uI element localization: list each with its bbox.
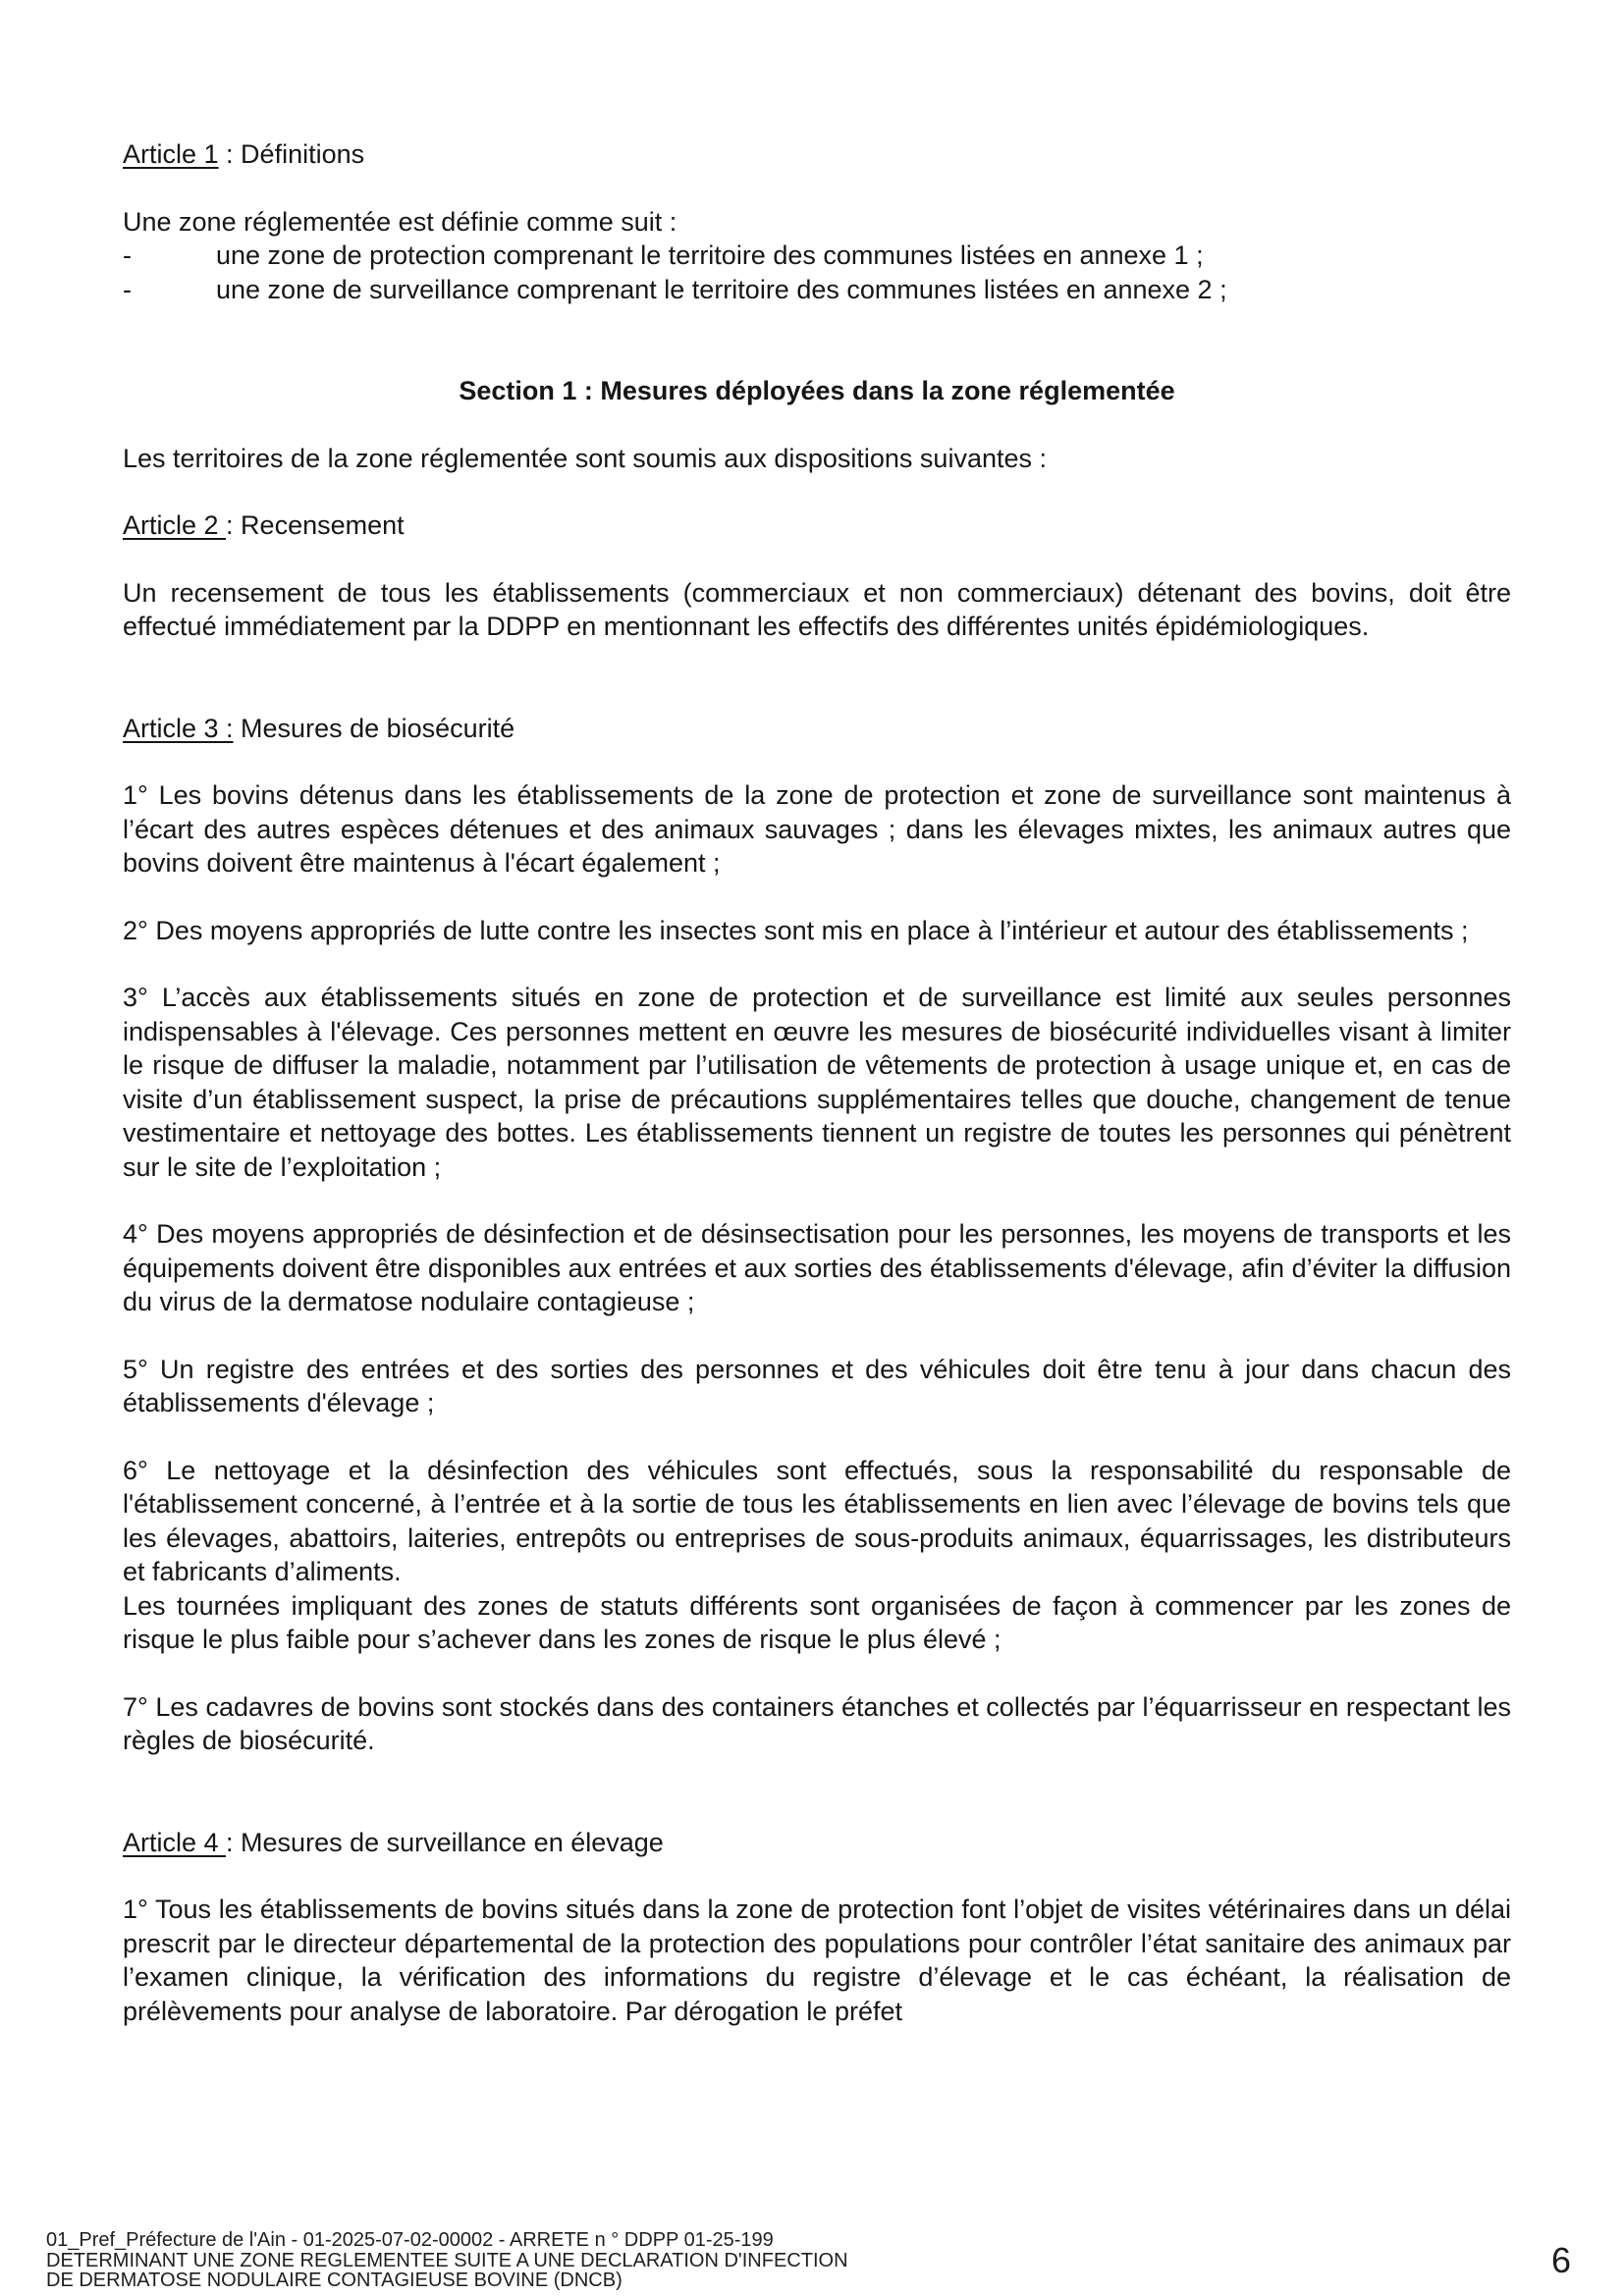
- article-3-paragraph-3: 3° L’accès aux établissements situés en zone de protection et de surveillance est limité aux seules personnes indispensables à l'élevage. Ces personnes mettent en œuvre les mesures de biosécurité individuelles visant à limiter le risque de diffuser la maladie, notamment par l’utilisation de vêtements de protection à usage unique et, en cas de visite d’un établissement suspect, la prise de précautions supplémentaires telles que douche, changement de tenue vestimentaire et nettoyage des bottes. Les établissements tiennent un registre de toutes les personnes qui pénètrent sur le site de l’exploitation ;: [123, 983, 1511, 1182]
- article-3-paragraph-1: 1° Les bovins détenus dans les établissements de la zone de protection et zone de surveillance sont maintenus à l’écart des autres espèces détenues et des animaux sauvages ; dans les élevages mixtes, les animaux autres que bovins doivent être maintenus à l'écart également ;: [123, 780, 1511, 878]
- article-1-title: : Définitions: [218, 139, 365, 169]
- article-3-paragraph-4: 4° Des moyens appropriés de désinfection et de désinsectisation pour les personnes, les moyens de transports et les équipements doivent être disponibles aux entrées et aux sorties des établissements d'élevage, afin d’éviter la diffusion du virus de la dermatose nodulaire contagieuse ;: [123, 1219, 1511, 1316]
- article-2-label: Article 2: [123, 510, 227, 540]
- article-3-label: Article 3 :: [123, 713, 234, 743]
- article-4-text: 1° Tous les établissements de bovins situés dans la zone de protection font l’objet de visites vétérinaires dans un délai prescrit par le directeur départemental de la protection des populations pour contrôler l’état sanitaire des animaux par l’examen clinique, la vérification des informations du registre d’élevage et le cas échéant, la réalisation de prélèvements pour analyse de laboratoire. Par dérogation le préfet: [123, 1895, 1511, 2026]
- section-1-title: Section 1 : Mesures déployées dans la zone réglementée: [459, 376, 1175, 405]
- article-4-heading: [123, 1826, 1511, 1860]
- zone-list-item: [123, 239, 1511, 273]
- footer-line: DETERMINANT UNE ZONE REGLEMENTEE SUITE A UNE DECLARATION D'INFECTION: [46, 2249, 848, 2271]
- article-3-paragraph-5: 5° Un registre des entrées et des sorties des personnes et des véhicules doit être tenu à jour dans chacun des établissements d'élevage ;: [123, 1354, 1511, 1417]
- zone-list-text: une zone de protection comprenant le territoire des communes listées en annexe 1 ;: [216, 240, 1204, 270]
- document-footer: [46, 2230, 1067, 2296]
- article-4-label: Article 4: [123, 1827, 227, 1857]
- article-1-label: Article 1: [123, 139, 219, 169]
- document-page: [123, 137, 1511, 2028]
- article-1-heading: [123, 137, 1511, 172]
- page-number: 6: [1551, 2240, 1572, 2280]
- article-3-paragraph-7: 7° Les cadavres de bovins sont stockés dans des containers étanches et collectés par l’équarrisseur en respectant les règles de biosécurité.: [123, 1691, 1511, 1755]
- section-1-intro: Les territoires de la zone réglementée sont soumis aux dispositions suivantes :: [123, 443, 1047, 473]
- article-2-text: Un recensement de tous les établissements (commerciaux et non commerciaux) détenant des bovins, doit être effectué immédiatement par la DDPP en mentionnant les effectifs des différentes unités épidémiologiques.: [123, 577, 1511, 641]
- zone-list-item: [123, 273, 1511, 307]
- article-3-paragraph-6: 6° Le nettoyage et la désinfection des véhicules sont effectués, sous la responsabilité du responsable de l'établissement concerné, à l’entrée et à la sortie de tous les établissements en lien avec l’élevage de bovins tels que les élevages, abattoirs, laiteries, entrepôts ou entreprises de sous-produits animaux, équarrissages, les distributeurs et fabricants d’aliments.: [123, 1455, 1511, 1586]
- dash-bullet: -: [123, 274, 132, 304]
- zone-list-text: une zone de surveillance comprenant le territoire des communes listées en annexe 2 ;: [216, 274, 1227, 304]
- article-3-title: Mesures de biosécurité: [233, 713, 515, 743]
- footer-line: 01_Pref_Préfecture de l'Ain - 01-2025-07-02-00002 - ARRETE n ° DDPP 01-25-199: [46, 2230, 774, 2251]
- article-2-title: : Recensement: [226, 510, 405, 540]
- article-2-heading: [123, 508, 1511, 543]
- article-4-title: : Mesures de surveillance en élevage: [226, 1827, 664, 1857]
- article-1-intro: Une zone réglementée est définie comme suit :: [123, 206, 677, 237]
- article-3-paragraph-6-continued: Les tournées impliquant des zones de statuts différents sont organisées de façon à commencer par les zones de risque le plus faible pour s’achever dans les zones de risque le plus élevé ;: [123, 1590, 1511, 1654]
- article-3-heading: [123, 712, 1511, 746]
- dash-bullet: -: [123, 240, 132, 270]
- footer-line: DE DERMATOSE NODULAIRE CONTAGIEUSE BOVINE (DNCB): [46, 2269, 623, 2291]
- article-3-paragraph-2: 2° Des moyens appropriés de lutte contre les insectes sont mis en place à l’intérieur et autour des établissements ;: [123, 915, 1469, 945]
